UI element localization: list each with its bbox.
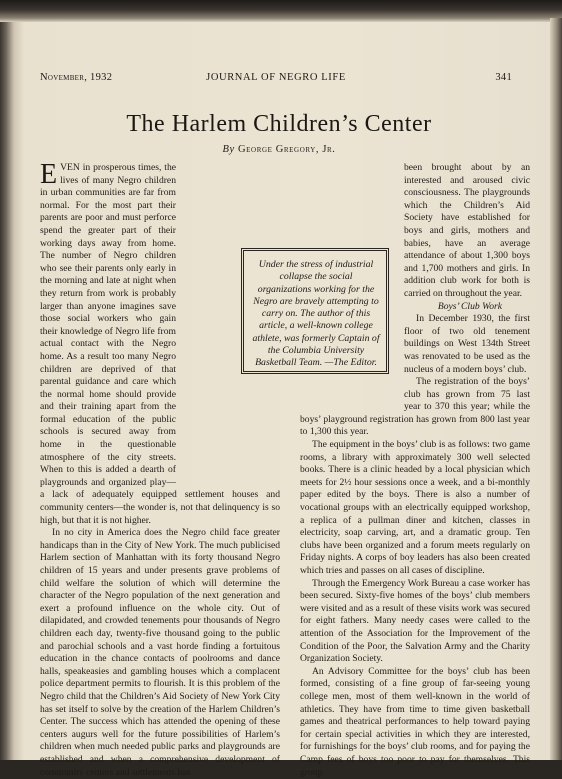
paragraph: been brought about by an interested and aroused civic consciousness. The playgrounds which the Children’s Aid Society have established for boys and girls, mothers and babies, have an average attendance of about 1,300 boys and 1,700 mothers and girls. In addition club work for both is carried on throughout the year. [404,162,530,299]
article-title: The Harlem Children’s Center [126,111,432,137]
right-column [300,162,530,778]
header-date: November, 1932 [40,72,113,83]
byline-prefix: By [222,144,235,155]
header-page-number: 341 [495,72,512,83]
book-right-edge [550,18,562,760]
paragraph: An Advisory Committee for the boys’ club has been formed, consisting of a fine group of far-seeing young college men, most of them well-known in the world of athletics. They have from time to time given basketball games and theatrical performances to help toward paying for certain special activities in which they are interested, for furnishings for the boys’ club rooms, and for paying the Camp fees of boys too poor to pay for themselves. This group [300,665,530,778]
paragraph: In December 1930, the first floor of two old tenement buildings on West 134th Street was renovated to be used as the nucleus of a modern boys’ club. [404,313,530,375]
running-header [40,72,512,86]
paragraph: Through the Emergency Work Bureau a case worker has been secured. Sixty-five homes of the boys’ club members were visited and as a result of these visits work was secured for eight fathers. Many needy cases were called to the attention of the Association for the Improvement of the Condition of the Poor, the Salvation Army and the Charity Organization Society. [300,577,530,665]
paragraph-text: VEN in prosperous times, the lives of many Negro children in urban communities are far from normal. For the most part their parents are poor and must perforce spend the greater part of their working days away from home. The number of Negro children who see their parents only early in the morning and late at night when they return from work is probably larger than anyone imagines save those social workers who gain their knowledge of Negro life from actual contact with the Negro home. As a result too many Negro children are deprived of that parental guidance and care which the normal home should provide and their training apart from the formal education of the public schools is secured away from home in the questionable atmosphere of the city streets. When to this is added a dearth of playgrounds and organized play—a lack of adequately equipped settlement houses and community centers—the wonder is, not that delinquency is so high, but that it is not higher. [40,162,280,526]
editor-note-box [241,248,389,374]
left-column [40,159,280,778]
paragraph: The registration of the boys’ club has grown from 75 last year to 370 this year; while the boys’ playground registration has grown from 800 last year to 1,300 this year. [300,376,530,438]
byline [22,144,536,155]
byline-author: George Gregory, Jr. [237,144,336,155]
book-top-edge [0,0,562,22]
drop-cap: E [40,159,58,190]
editor-note-text: Under the stress of industrial collapse the social organizations working for the Negro are bravely attempting to carry on. The author of this article, a well-known college athlete, was formerly Captain of the Columbia University Basketball Team. —The Editor. [252,259,380,369]
journal-page [22,22,550,778]
header-journal-title: JOURNAL OF NEGRO LIFE [206,72,346,83]
paragraph: In no city in America does the Negro child face greater handicaps than in the City of New York. The much publicised Harlem section of Manhattan with its forty thousand Negro children of 15 years and under presents grave problems of child welfare the solution of which will determine the character of the Negro population of the next generation and exert a profound influence on the whole city. Out of dilapidated, and crowded tenements pour thousands of Negro children each day, twenty-five thousand going to the public and parochial schools and a vast horde finding a fortuitous education in the chance contacts of poolrooms and dance halls, speakeasies and gambling houses which a complacent police department permits to flourish. It is this problem of the Negro child that the Children’s Aid Society of New York City has set itself to solve by the creation of the Harlem Children’s Center. The success which has attended the opening of these centers augurs well for the future possibilities of Harlem’s children when much needed public parks and playgrounds are established and when a comprehensive development of community centers and settlements has [40,527,280,778]
section-subheading: Boys’ Club Work [437,300,502,312]
paragraph: The equipment in the boys’ club is as follows: two game rooms, a library with approximately 300 well selected books. There is a clinic headed by a local physician which meets for 2½ hour sessions once a week, and a bi-monthly paper edited by the boys. There is also a number of vocational groups with an electrically equipped workshop, a replica of a pullman diner and kitchen, classes in electricity, soap carving, art, and a dramatic group. Ten clubs have been organized and a forum meets regularly on Friday nights. A corps of boy leaders has also been created which tries and passes on all cases of discipline. [300,439,530,576]
